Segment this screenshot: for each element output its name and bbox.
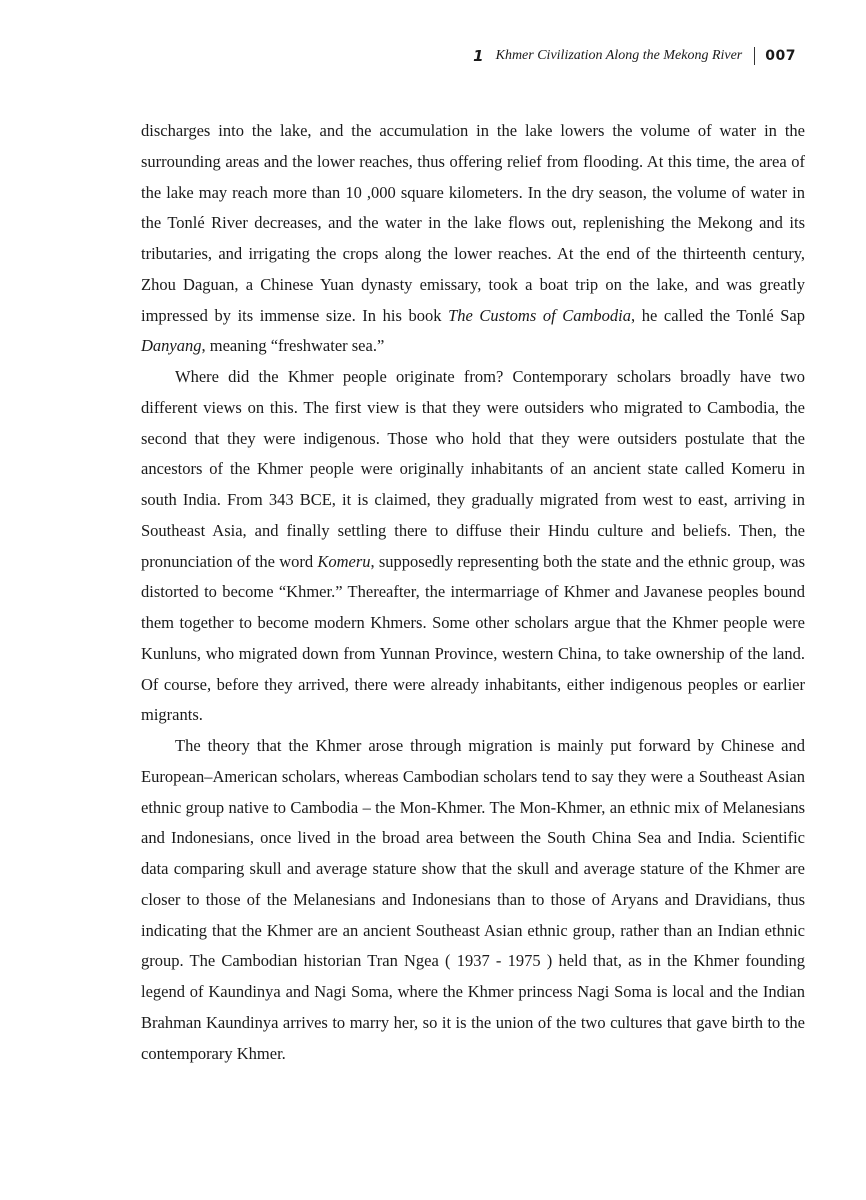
chapter-number: 1 bbox=[473, 47, 484, 65]
running-header bbox=[473, 44, 796, 68]
page-number: 007 bbox=[765, 48, 796, 64]
text-run: , he called the Tonlé Sap bbox=[631, 305, 806, 325]
text-run: , meaning “freshwater sea.” bbox=[201, 336, 385, 356]
paragraph bbox=[141, 362, 805, 731]
text-run: , supposedly representing both the state and the ethnic group, was distorted to become “Khmer.” Thereafter, the intermarriage of Khmer and Javanese peoples bound them together to become modern Khmers. Some other scholars argue that the Khmer people were Kunluns, who migrated down from Yunnan Province, western China, to take ownership of the land. Of course, before they arrived, there were already inhabitants, either indigenous peoples or earlier migrants. bbox=[141, 551, 805, 725]
italic-term: Danyang bbox=[141, 336, 202, 356]
paragraph bbox=[141, 116, 805, 362]
text-run: The theory that the Khmer arose through migration is mainly put forward by Chinese and European–American scholars, whereas Cambodian scholars tend to say they were a Southeast Asian ethnic group native to Cambodia – the Mon-Khmer. The Mon-Khmer, an ethnic mix of Melanesians and Indonesians, once lived in the broad area between the South China Sea and India. Scientific data comparing skull and average stature show that the skull and average stature of the Khmer are closer to those of the Melanesians and Indonesians than to those of Aryans and Dravidians, thus indicating that the Khmer are an ancient Southeast Asian ethnic group, rather than an Indian ethnic group. The Cambodian historian Tran Ngea ( 1937 - 1975 ) held that, as in the Khmer founding legend of Kaundinya and Nagi Soma, where the Khmer princess Nagi Soma is local and the Indian Brahman Kaundinya arrives to marry her, so it is the union of the two cultures that gave birth to the contemporary Khmer. bbox=[141, 736, 805, 1063]
body-text bbox=[141, 116, 805, 1069]
italic-term: Komeru bbox=[317, 551, 371, 571]
header-divider bbox=[754, 47, 755, 65]
text-run: Where did the Khmer people originate from? Contemporary scholars broadly have two different views on this. The first view is that they were outsiders who migrated to Cambodia, the second that they were indigenous. Those who hold that they were outsiders postulate that the ancestors of the Khmer people were originally inhabitants of an ancient state called Komeru in south India. From 343 BCE, it is claimed, they gradually migrated from west to east, arriving in Southeast Asia, and finally settling there to diffuse their Hindu culture and beliefs. Then, the pronunciation of the word bbox=[141, 367, 805, 571]
chapter-title: Khmer Civilization Along the Mekong River bbox=[495, 48, 743, 63]
paragraph bbox=[141, 731, 805, 1069]
text-run: discharges into the lake, and the accumulation in the lake lowers the volume of water in the surrounding areas and the lower reaches, thus offering relief from flooding. At this time, the area of the lake may reach more than 10 ,000 square kilometers. In the dry season, the volume of water in the Tonlé River decreases, and the water in the lake flows out, replenishing the Mekong and its tributaries, and irrigating the crops along the lower reaches. At the end of the thirteenth century, Zhou Daguan, a Chinese Yuan dynasty emissary, took a boat trip on the lake, and was greatly impressed by its immense size. In his book bbox=[141, 121, 805, 325]
book-title-italic: The Customs of Cambodia bbox=[448, 305, 632, 325]
